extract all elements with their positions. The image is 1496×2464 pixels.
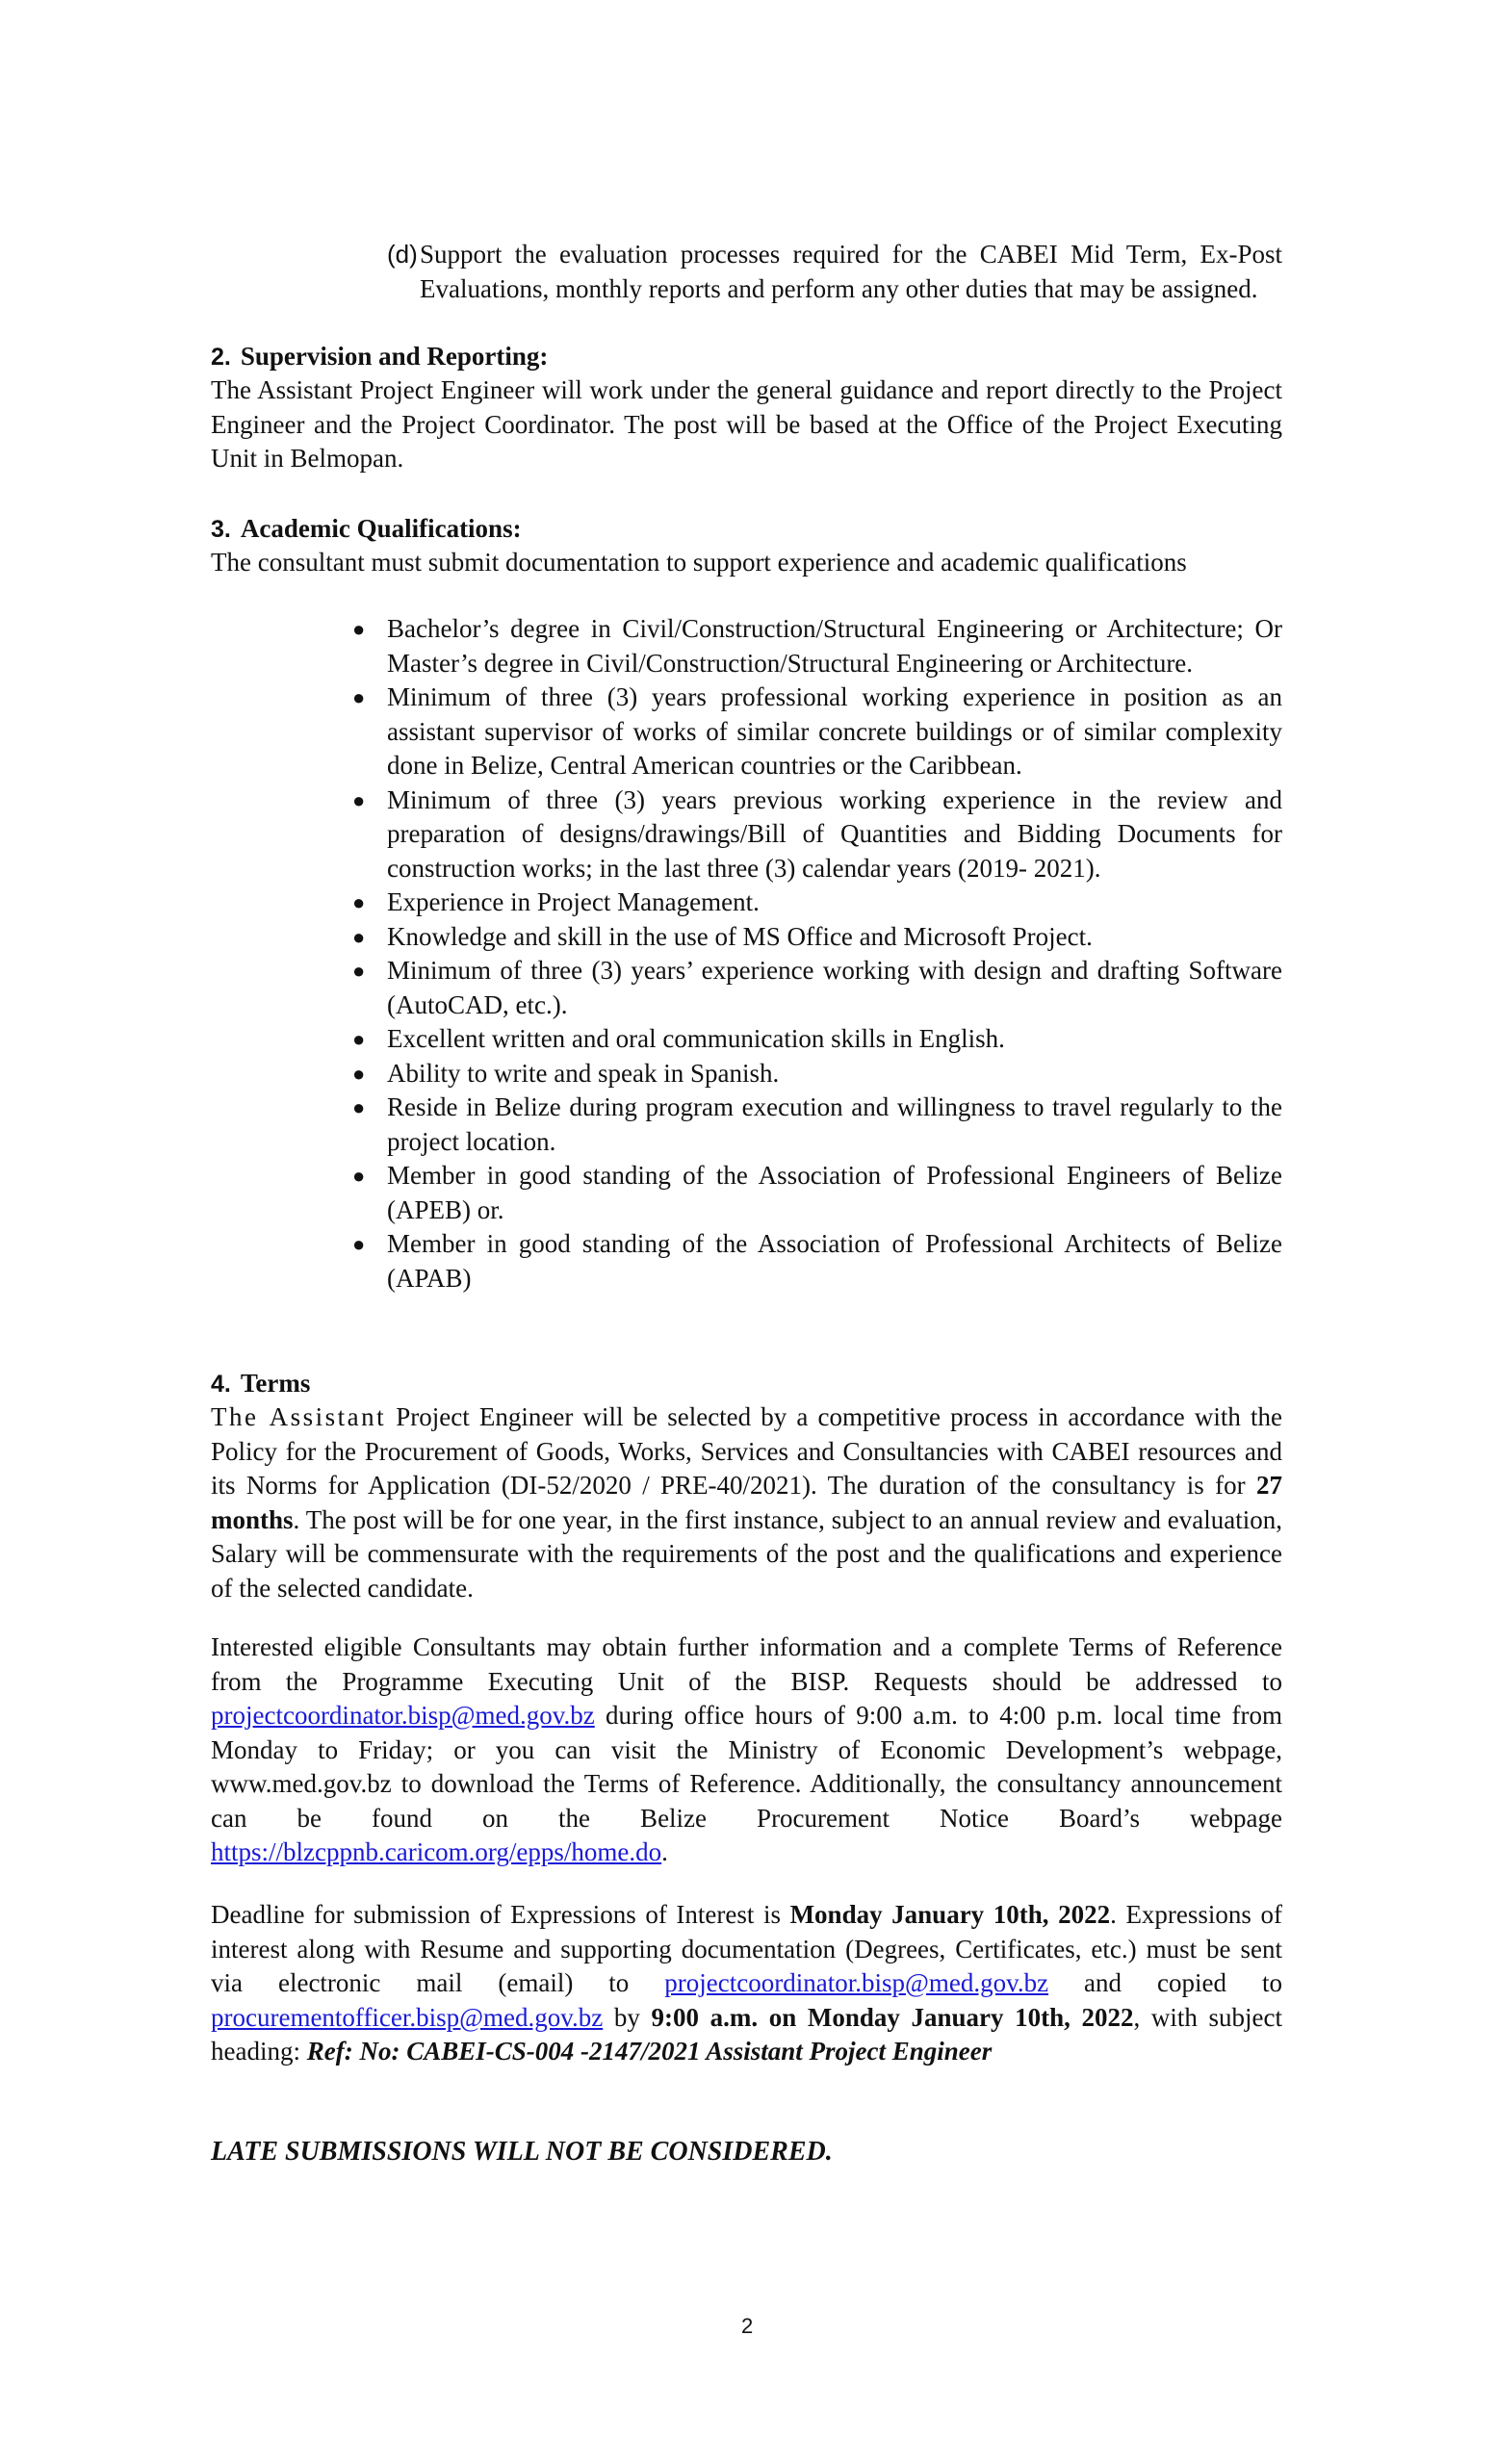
- bullet-icon: ●: [352, 685, 366, 709]
- deadline-text: . Expressions of interest along with Resume and supporting documentation (Degrees, Certificates, etc.) must be sent via electronic mail (email) to: [211, 1900, 1283, 1997]
- list-item: [352, 680, 1282, 783]
- list-item-text: Reside in Belize during program execution and willingness to travel regularly to the project location.: [387, 1092, 1282, 1156]
- bullet-icon: ●: [352, 1232, 366, 1256]
- list-item: [352, 886, 1282, 920]
- list-item: [352, 1091, 1282, 1159]
- list-item: [352, 1022, 1282, 1057]
- coordinator-email-link[interactable]: projectcoordinator.bisp@med.gov.bz: [211, 1701, 595, 1730]
- list-item: [352, 954, 1282, 1022]
- procurement-board-link[interactable]: https://blzcppnb.caricom.org/epps/home.do: [211, 1837, 662, 1866]
- list-item: [352, 1159, 1282, 1227]
- bullet-icon: ●: [352, 1164, 366, 1188]
- section-number: 4.: [211, 1371, 231, 1398]
- list-item: [352, 1057, 1282, 1091]
- deadline-date: Monday January 10th, 2022: [789, 1900, 1111, 1929]
- list-item-text: Ability to write and speak in Spanish.: [387, 1058, 780, 1088]
- section-heading-qualifications: [211, 512, 1282, 548]
- info-text: during office hours of 9:00 a.m. to 4:00 p.m. local time from Monday to Friday; or you can visit the Ministry of Economic Development’s webpage, www.med.gov.bz to download the Terms of Reference. Additionally, the consultancy announcement can be found on the Belize Procurement Notice Board’s webpage: [211, 1701, 1282, 1833]
- list-item-text: Bachelor’s degree in Civil/Construction/Structural Engineering or Architecture; Or Master’s degree in Civil/Construction/Structural Engineering or Architecture.: [387, 614, 1282, 678]
- procurement-officer-email-link[interactable]: procurementofficer.bisp@med.gov.bz: [211, 2002, 604, 2032]
- bullet-icon: ●: [352, 890, 366, 914]
- info-paragraph: [211, 1630, 1282, 1870]
- supervision-paragraph: The Assistant Project Engineer will work under the general guidance and report directly to the Project Engineer and the Project Coordinator. The post will be based at the Office of the Project Executing Unit in Belmopan.: [211, 375, 1282, 473]
- bullet-icon: ●: [352, 1095, 366, 1119]
- deadline-text: by: [603, 2002, 652, 2032]
- list-item: [352, 920, 1282, 955]
- list-item: [352, 783, 1282, 886]
- terms-text: . The post will be for one year, in the first instance, subject to an annual review and evaluation, Salary will be commensurate with the requirements of the post and the qualifications and experience of the selected candidate.: [211, 1504, 1282, 1603]
- late-submission-notice: LATE SUBMISSIONS WILL NOT BE CONSIDERED.: [211, 2137, 833, 2167]
- list-item-text: Experience in Project Management.: [387, 887, 760, 916]
- bullet-icon: ●: [352, 924, 366, 949]
- list-item-text: Member in good standing of the Association of Professional Engineers of Belize (APEB) or.: [387, 1161, 1282, 1224]
- qualifications-intro: The consultant must submit documentation to support experience and academic qualifications: [211, 548, 1187, 577]
- list-item-text: Knowledge and skill in the use of MS Office and Microsoft Project.: [387, 921, 1093, 951]
- list-item-text: Minimum of three (3) years previous working experience in the review and preparation of designs/drawings/Bill of Quantities and Bidding Documents for construction works; in the last three (3) calendar years (2019- 2021).: [387, 784, 1282, 883]
- bullet-icon: ●: [352, 959, 366, 983]
- duty-item-text: Support the evaluation processes required for the CABEI Mid Term, Ex-Post Evaluations, monthly reports and perform any other duties that may be assigned.: [420, 240, 1282, 303]
- bullet-icon: ●: [352, 1027, 366, 1051]
- list-item-text: Member in good standing of the Association of Professional Architects of Belize (APAB): [387, 1229, 1282, 1293]
- list-item: [352, 612, 1282, 680]
- section-title: Supervision and Reporting:: [240, 342, 549, 371]
- deadline-paragraph: [211, 1898, 1282, 2069]
- deadline-text: , with subject heading:: [211, 2002, 1283, 2066]
- list-item-text: Minimum of three (3) years’ experience working with design and drafting Software (AutoCAD, etc.).: [387, 956, 1282, 1019]
- deadline-time: 9:00 a.m. on Monday January 10th, 2022: [651, 2002, 1134, 2032]
- bullet-icon: ●: [352, 787, 366, 812]
- info-text: Interested eligible Consultants may obtain further information and a complete Terms of Reference from the Programme Executing Unit of the BISP. Requests should be addressed to: [211, 1632, 1282, 1696]
- bullet-icon: ●: [352, 1061, 366, 1086]
- list-item-text: Excellent written and oral communication skills in English.: [387, 1024, 1005, 1053]
- section-number: 2.: [211, 344, 231, 371]
- bullet-icon: ●: [352, 617, 366, 641]
- info-text: .: [661, 1837, 668, 1866]
- page-number: 2: [741, 2314, 754, 2338]
- duty-item-d: [387, 238, 1282, 306]
- section-number: 3.: [211, 516, 231, 543]
- list-item-text: Minimum of three (3) years professional working experience in position as an assistant supervisor of works of similar concrete buildings or of similar complexity done in Belize, Central American countries or the Caribbean.: [387, 682, 1282, 780]
- qualifications-list: [352, 612, 1282, 1296]
- terms-paragraph: [211, 1400, 1282, 1605]
- deadline-text: and copied to: [1048, 1968, 1282, 1997]
- section-title: Terms: [240, 1369, 311, 1398]
- deadline-text: Deadline for submission of Expressions of Interest is: [211, 1900, 790, 1929]
- subject-reference: Ref: No: CABEI-CS-004 -2147/2021 Assistant Project Engineer: [306, 2037, 993, 2066]
- list-item: [352, 1227, 1282, 1296]
- section-heading-terms: [211, 1367, 1282, 1402]
- section-title: Academic Qualifications:: [240, 514, 522, 543]
- coordinator-email-link[interactable]: projectcoordinator.bisp@med.gov.bz: [664, 1968, 1049, 1997]
- section-heading-supervision: [211, 340, 1282, 375]
- duty-item-label: (d): [387, 240, 418, 269]
- terms-text: Project Engineer will be selected by a competitive process in accordance with the Policy for the Procurement of Goods, Works, Services and Consultancies with CABEI resources and its Norms for Application (DI-52/2020 / PRE-40/2021). The duration of the consultancy is for: [211, 1402, 1283, 1500]
- terms-lead-text: The Assistant: [211, 1402, 387, 1431]
- duration-value: 27 months: [211, 1471, 1282, 1534]
